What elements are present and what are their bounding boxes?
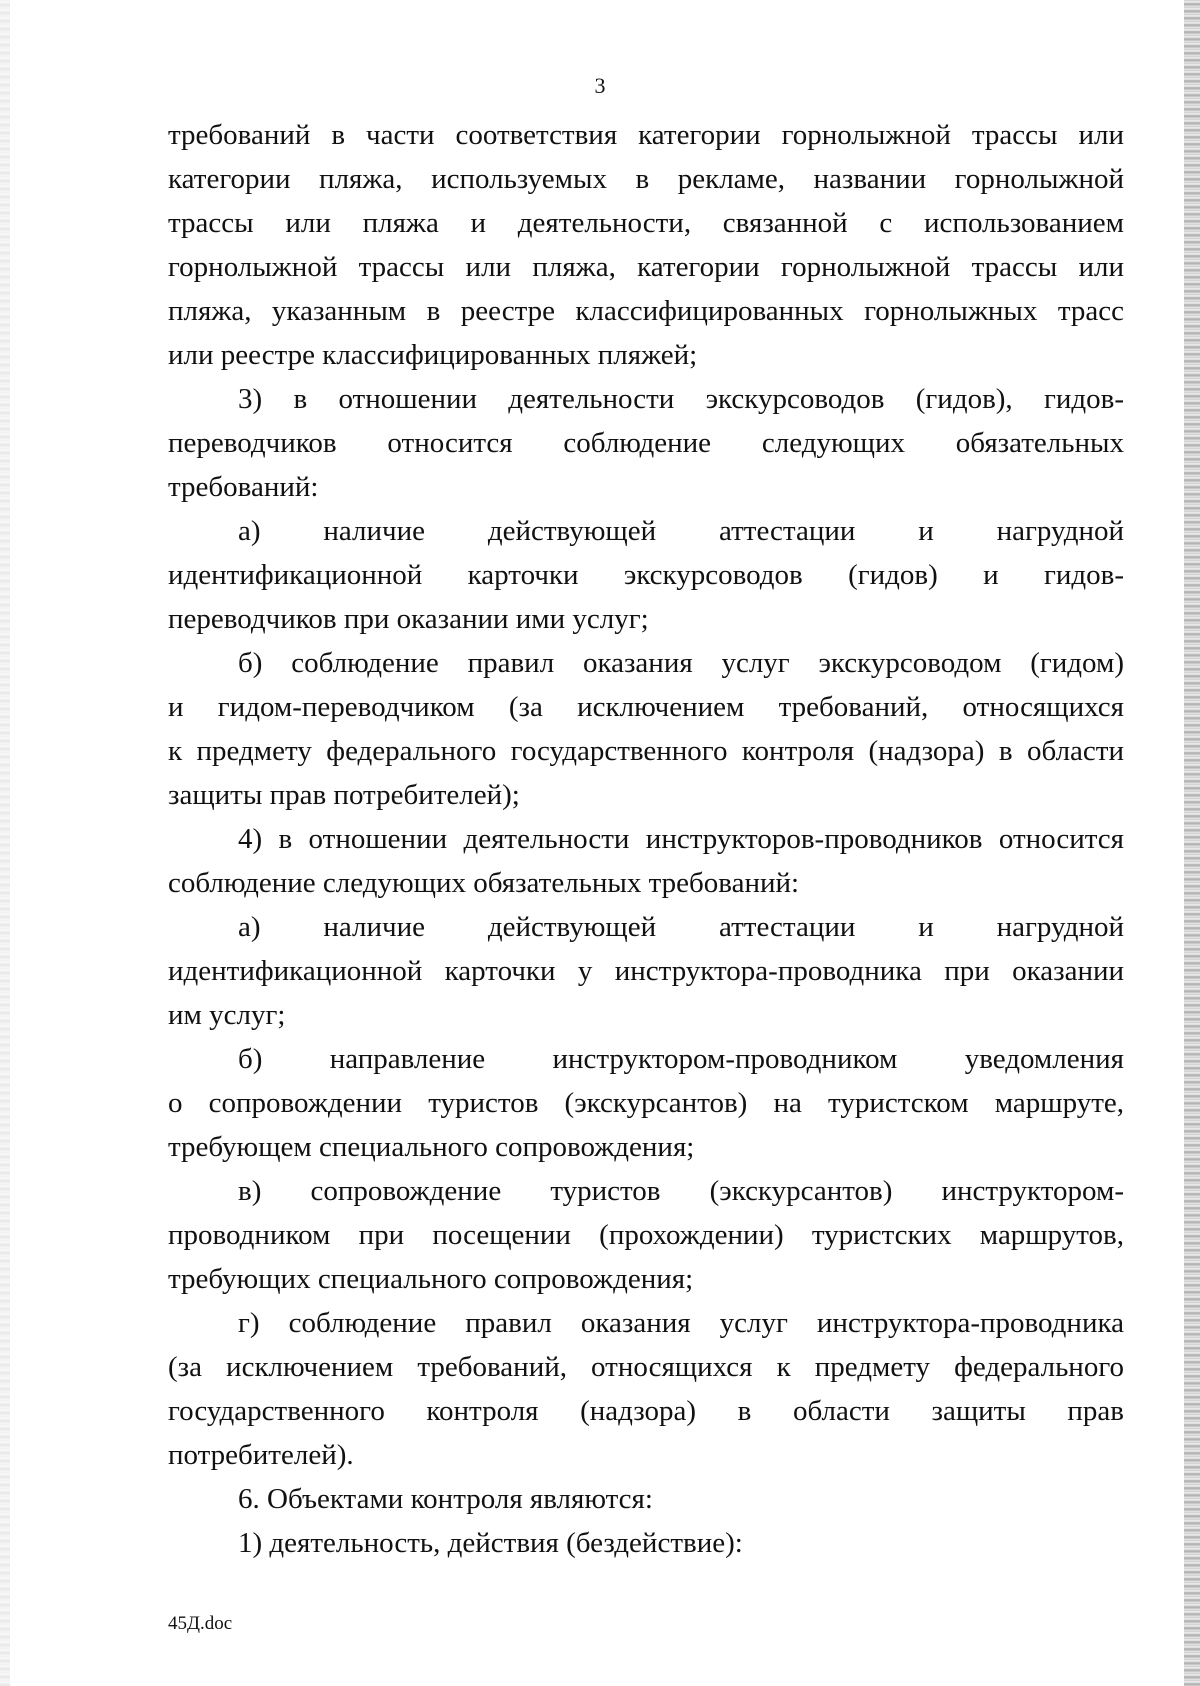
- text-line: (за исключением требований, относящихся к предмету федерального: [168, 1351, 1124, 1383]
- text-line: соблюдение следующих обязательных требований:: [168, 867, 800, 899]
- text-line: идентификационной карточки экскурсоводов (гидов) и гидов-: [168, 559, 1124, 591]
- text-line: требований:: [168, 471, 319, 503]
- text-line: и гидом-переводчиком (за исключением требований, относящихся: [168, 691, 1124, 723]
- text-line: г) соблюдение правил оказания услуг инструктора-проводника: [238, 1307, 1124, 1339]
- text-line: 6. Объектами контроля являются:: [238, 1483, 653, 1515]
- text-line: категории пляжа, используемых в рекламе, названии горнолыжной: [168, 163, 1124, 195]
- text-line: а) наличие действующей аттестации и нагрудной: [238, 515, 1124, 547]
- text-line: переводчиков относится соблюдение следующих обязательных: [168, 427, 1124, 459]
- text-line: трассы или пляжа и деятельности, связанной с использованием: [168, 207, 1124, 239]
- text-line: потребителей).: [168, 1439, 354, 1471]
- text-line: идентификационной карточки у инструктора-проводника при оказании: [168, 955, 1124, 987]
- text-line: в) сопровождение туристов (экскурсантов) инструктором-: [238, 1175, 1124, 1207]
- text-line: а) наличие действующей аттестации и нагрудной: [238, 911, 1124, 943]
- text-line: к предмету федерального государственного контроля (надзора) в области: [168, 735, 1124, 767]
- text-line: государственного контроля (надзора) в области защиты прав: [168, 1395, 1124, 1427]
- text-line: переводчиков при оказании ими услуг;: [168, 603, 649, 635]
- text-line: требований в части соответствия категории горнолыжной трассы или: [168, 119, 1124, 151]
- text-line: им услуг;: [168, 999, 286, 1031]
- text-line: пляжа, указанным в реестре классифицированных горнолыжных трасс: [168, 295, 1124, 327]
- text-line: требующем специального сопровождения;: [168, 1131, 695, 1163]
- document-body: [168, 113, 1124, 1565]
- text-line: о сопровождении туристов (экскурсантов) на туристском маршруте,: [168, 1087, 1124, 1119]
- text-line: проводником при посещении (прохождении) туристских маршрутов,: [168, 1219, 1124, 1251]
- text-line: защиты прав потребителей);: [168, 779, 520, 811]
- text-line: или реестре классифицированных пляжей;: [168, 339, 698, 371]
- page-number: 3: [594, 73, 606, 98]
- text-line: б) соблюдение правил оказания услуг экскурсоводом (гидом): [238, 647, 1124, 679]
- text-line: 1) деятельность, действия (бездействие):: [238, 1527, 743, 1559]
- text-line: б) направление инструктором-проводником уведомления: [238, 1043, 1124, 1075]
- text-line: горнолыжной трассы или пляжа, категории горнолыжной трассы или: [168, 251, 1124, 283]
- text-line: требующих специального сопровождения;: [168, 1263, 694, 1295]
- text-line: 4) в отношении деятельности инструкторов-проводников относится: [238, 823, 1124, 855]
- text-line: 3) в отношении деятельности экскурсоводов (гидов), гидов-: [238, 383, 1124, 415]
- footer-filename: 45Д.doc: [168, 1613, 233, 1634]
- scan-edge-right: [1184, 0, 1200, 1686]
- scan-edge-left: [0, 0, 10, 1686]
